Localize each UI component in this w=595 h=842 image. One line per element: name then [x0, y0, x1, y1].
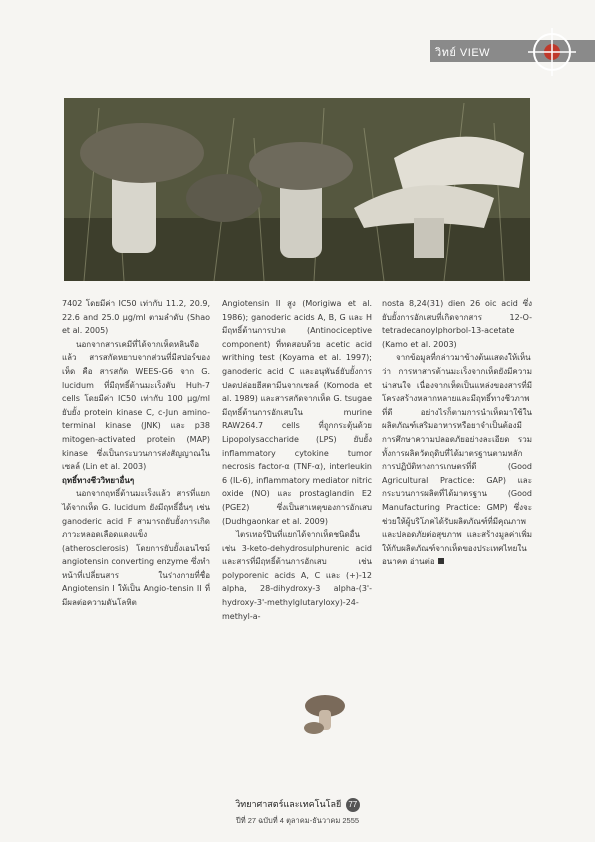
text-column-2	[222, 297, 372, 623]
crosshair-logo	[528, 28, 576, 76]
footer-magazine	[0, 797, 595, 812]
magazine-title: วิทยาศาสตร์และเทคโนโลยี	[235, 799, 342, 809]
text-column-1	[62, 297, 210, 610]
small-mushroom-image	[300, 690, 350, 738]
section-heading: ฤทธิ์ทางชีววิทยาอื่นๆ	[62, 475, 135, 485]
paragraph: Angiotensin II สูง (Morigiwa et al. 1986); ganoderic acids A, B, G และ H มีฤทธิ์ต้านการปวด (Antinociceptive component) ที่ทดสอบด้วย acetic acid writhing test (Koyama et al. 1997); ganoderic acid C และอนุพันธ์ยับยั้งการปลดปล่อยฮีสตามีนจากเซลล์ (Komoda et al. 1989) และสารสกัดจากเห็ด G. tsugae มีฤทธิ์ต้านการอักเสบใน murine RAW264.7 cells ที่ถูกกระตุ้นด้วย Lipopolysaccharide (LPS) ยับยั้ง inflammatory cytokine tumor necrosis factor-α (TNF-α), interleukin 6 (IL-6), inflammatory mediator nitric oxide (NO) และ prostaglandin E2 (PGE2) ซึ่งเป็นสาเหตุของการอักเสบ (Dudhgaonkar et al. 2009)	[222, 299, 372, 526]
mushroom-photo	[64, 98, 530, 281]
paragraph: 7402 โดยมีค่า IC50 เท่ากับ 11.2, 20.9, 22.6 and 25.0 µg/ml ตามลำดับ (Shao et al. 2005)	[62, 299, 210, 336]
paragraph: nosta 8,24(31) dien 26 oic acid ซึ่งยับยั้งการอักเสบที่เกิดจากสาร 12-O-tetradecanoylphorbol-13-acetate (Kamo et al. 2003)	[382, 299, 532, 349]
continue-label: อ่านต่อ	[409, 557, 435, 567]
end-square-icon	[438, 558, 444, 564]
text-column-3	[382, 297, 532, 569]
paragraph: นอกจากสารเคมีที่ได้จากเห็ดหลินจือแล้ว สารสกัดหยาบจากส่วนที่มีสปอร์ของเห็ด คือ สารสกัด WEES-G6 จาก G. lucidum ที่มีฤทธิ์ต้านมะเร็งตับ Huh-7 cells โดยมีค่า IC50 เท่ากับ 100 µg/ml ยับยั้ง protein kinase C, c-Jun amino-terminal kinase (JNK) และ p38 mitogen-activated protein (MAP) kinase ซึ่งเป็นกระบวนการส่งสัญญาณในเซลล์ (Lin et al. 2003)	[62, 339, 210, 472]
paragraph: จากข้อมูลที่กล่าวมาข้างต้นแสดงให้เห็นว่า การหาสารต้านมะเร็งจากเห็ดยังมีความน่าสนใจ เนื่องจากเห็ดเป็นแหล่งของสารที่มีโครงสร้างหลากหลายและมีฤทธิ์ทางชีวภาพที่ดี อย่างไรก็ตามการนำเห็ดมาใช้ในผลิตภัณฑ์เสริมอาหารหรือยาจำเป็นต้องมีการศึกษาความปลอดภัยอย่างละเอียด รวมทั้งการผลิตวัตถุดิบที่ได้มาตรฐานตามหลักการปฏิบัติทางการเกษตรที่ดี (Good Agricultural Practice: GAP) และกระบวนการผลิตที่ได้มาตรฐาน (Good Manufacturing Practice: GMP) ซึ่งจะช่วยให้ผู้บริโภคได้รับผลิตภัณฑ์ที่มีคุณภาพและปลอดภัยต่อสุขภาพ และสร้างมูลค่าเพิ่มให้กับผลิตภัณฑ์จากเห็ดของประเทศไทยในอนาคต อ่านต่อ	[382, 353, 532, 567]
footer-issue: ปีที่ 27 ฉบับที่ 4 ตุลาคม-ธันวาคม 2555	[235, 816, 360, 825]
section-title: วิทย์ VIEW	[435, 47, 491, 59]
page-number: 77	[346, 798, 360, 812]
paragraph: นอกจากฤทธิ์ต้านมะเร็งแล้ว สารที่แยกได้จากเห็ด G. lucidum ยังมีฤทธิ์อื่นๆ เช่น ganoderic acid F สามารถยับยั้งการเกิดภาวะหลอดเลือดแดงแข็ง (atherosclerosis) โดยการยับยั้งเอนไซม์ angiotensin converting enzyme ซึ่งทำหน้าที่เปลี่ยนสาร ในร่างกายที่ชื่อ Angiotensin I ให้เป็น Angio-tensin II ที่มีผลต่อความดันโลหิต	[62, 489, 210, 608]
paragraph: ไตรเทอร์ปีนที่แยกได้จากเห็ดชนิดอื่น เช่น 3-keto-dehydrosulphurenic acid และสารที่มีฤทธิ์ต้านการอักเสบ เช่น polyporenic acids A, C และ (+)-12 alpha, 28-dihydroxy-3 alpha-(3'-hydroxy-3'-methylglutaryloxy)-24-methyl-a-	[222, 530, 372, 621]
